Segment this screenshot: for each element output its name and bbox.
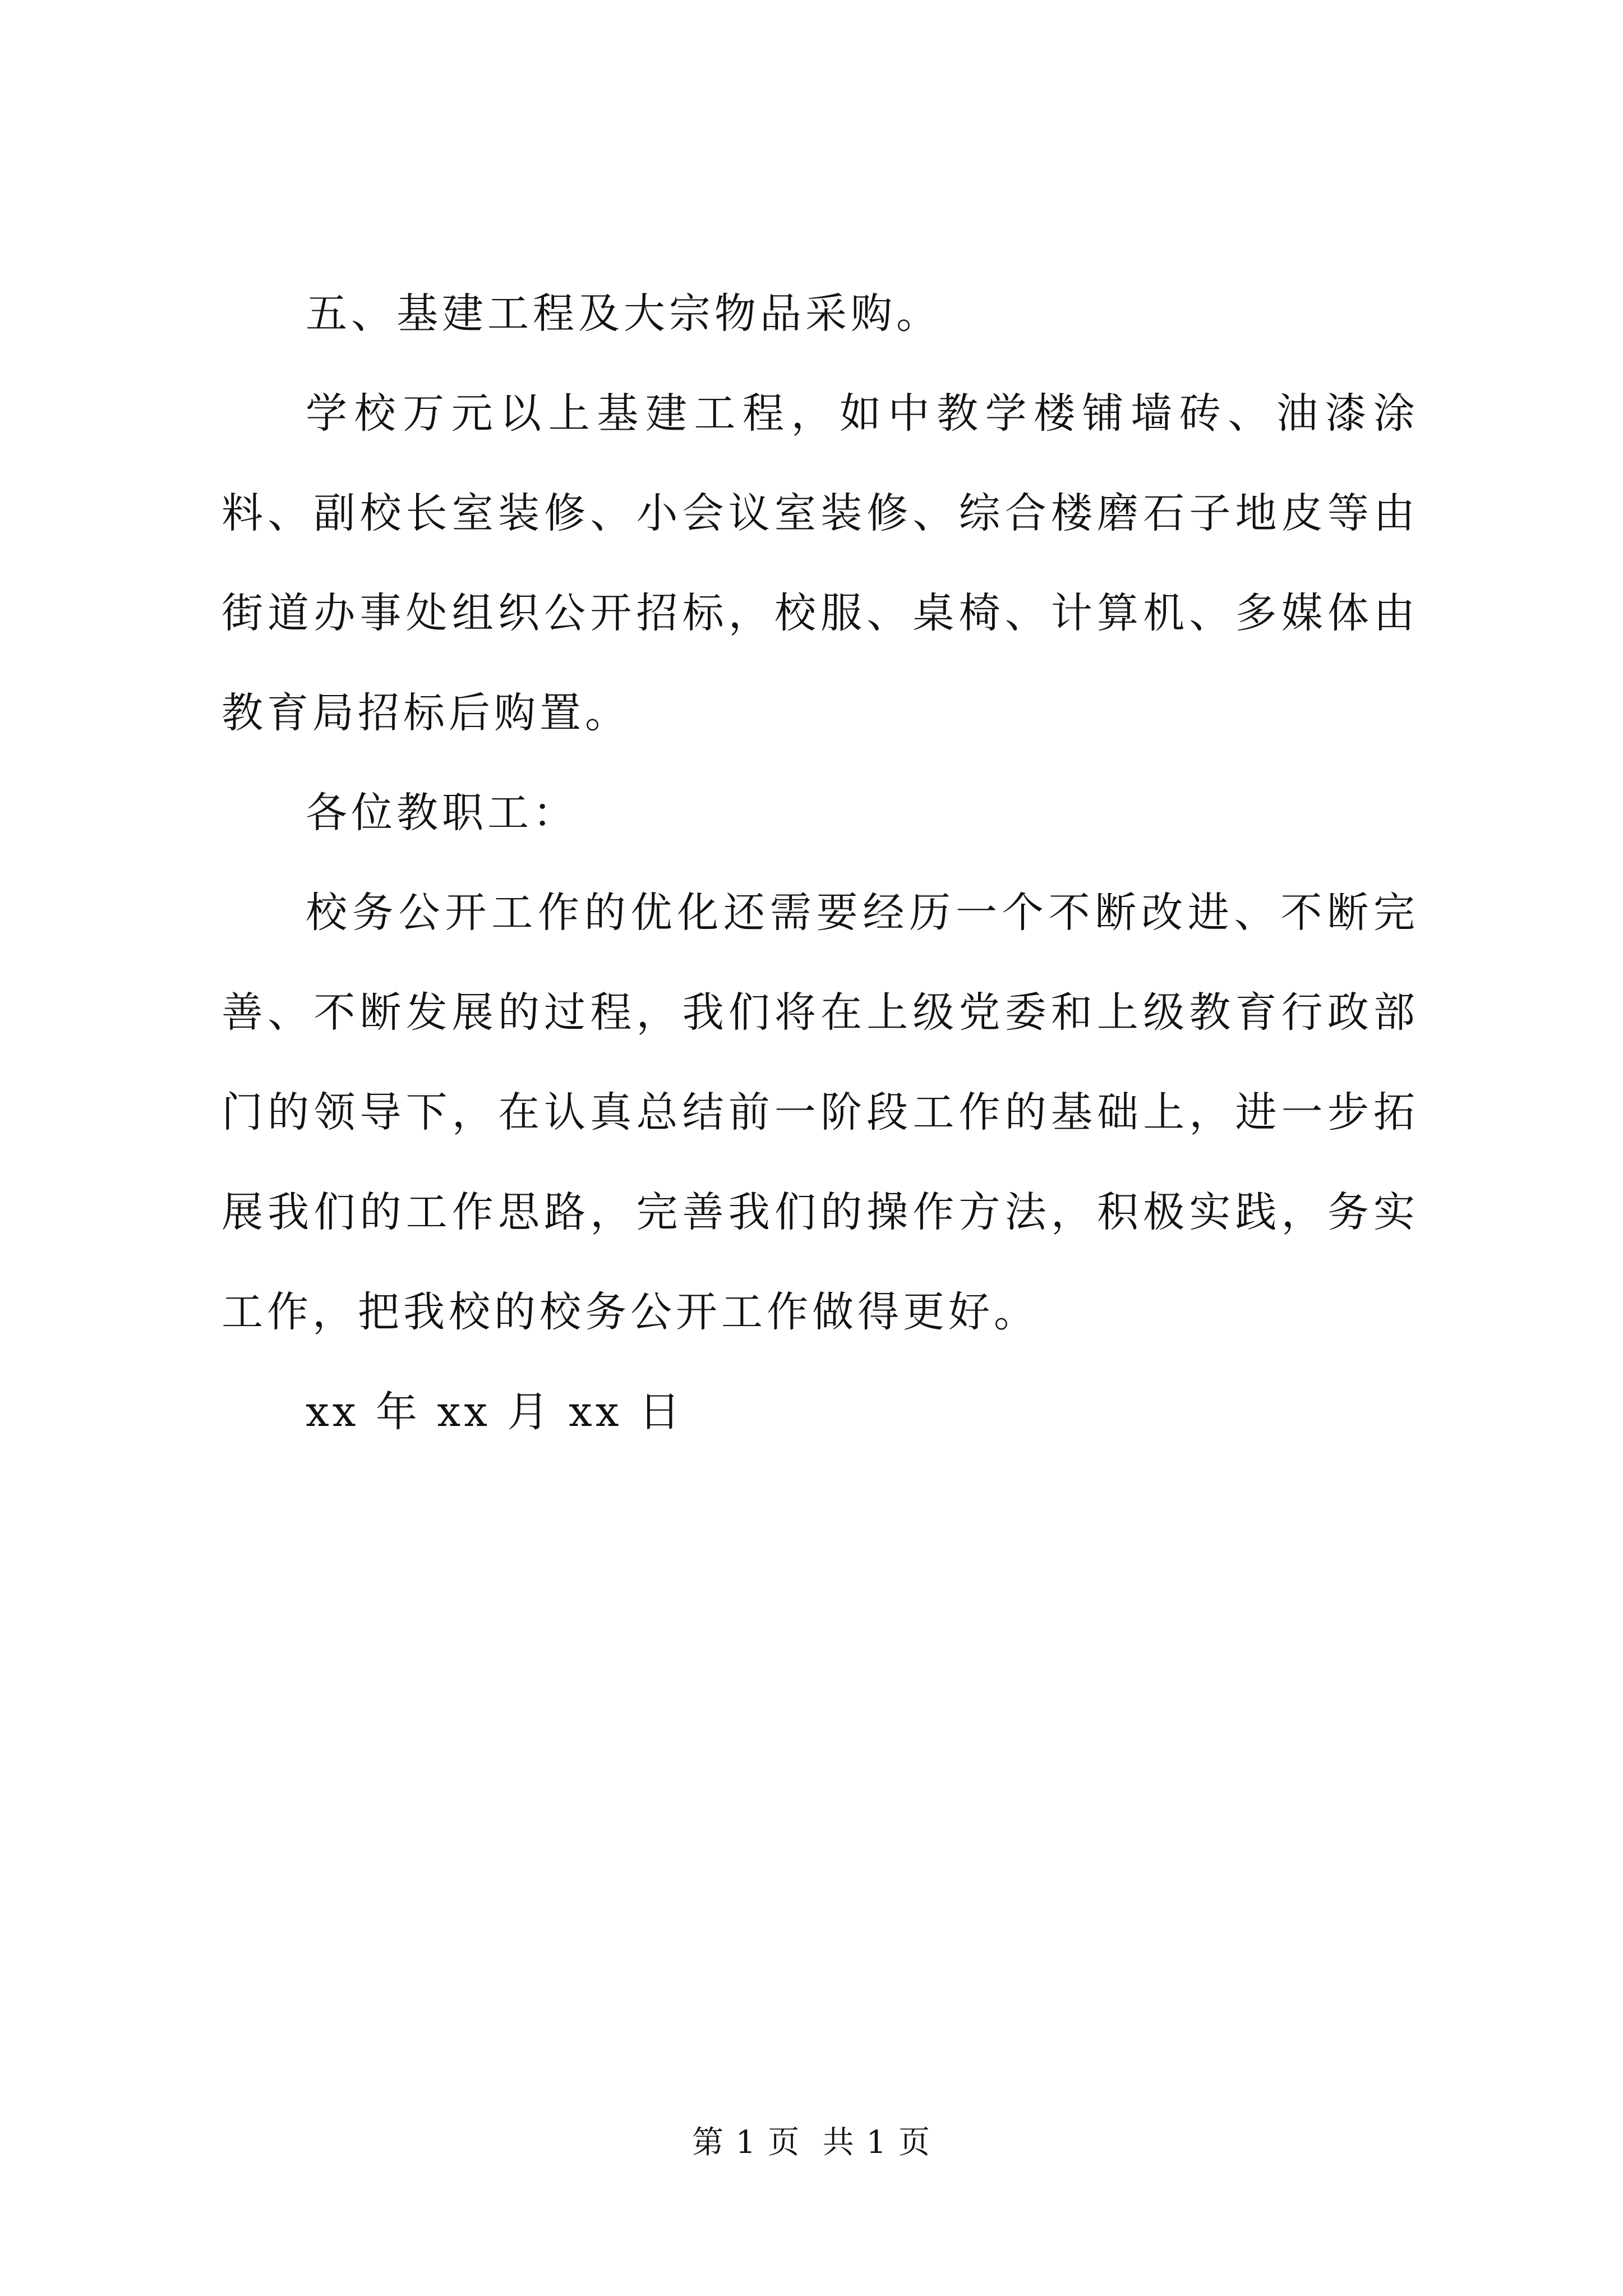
- paragraph-closing: 校务公开工作的优化还需要经历一个不断改进、不断完善、不断发展的过程，我们将在上级党委和上级教育行政部门的领导下，在认真总结前一阶段工作的基础上，进一步拓展我们的工作思路，完善我们的操作方法，积极实践，务实工作，把我校的校务公开工作做得更好。: [222, 889, 1419, 1336]
- date-line: xx 年 xx 月 xx 日: [306, 1388, 684, 1436]
- document-body: [222, 264, 1419, 1462]
- section-heading: 五、基建工程及大宗物品采购。: [306, 289, 942, 338]
- paragraph-procurement: 学校万元以上基建工程，如中教学楼铺墙砖、油漆涂料、副校长室装修、小会议室装修、综合楼磨石子地皮等由街道办事处组织公开招标，校服、桌椅、计算机、多媒体由教育局招标后购置。: [222, 389, 1419, 737]
- page-footer: 第 1 页 共 1 页: [691, 2124, 932, 2161]
- salutation: 各位教职工：: [306, 789, 578, 837]
